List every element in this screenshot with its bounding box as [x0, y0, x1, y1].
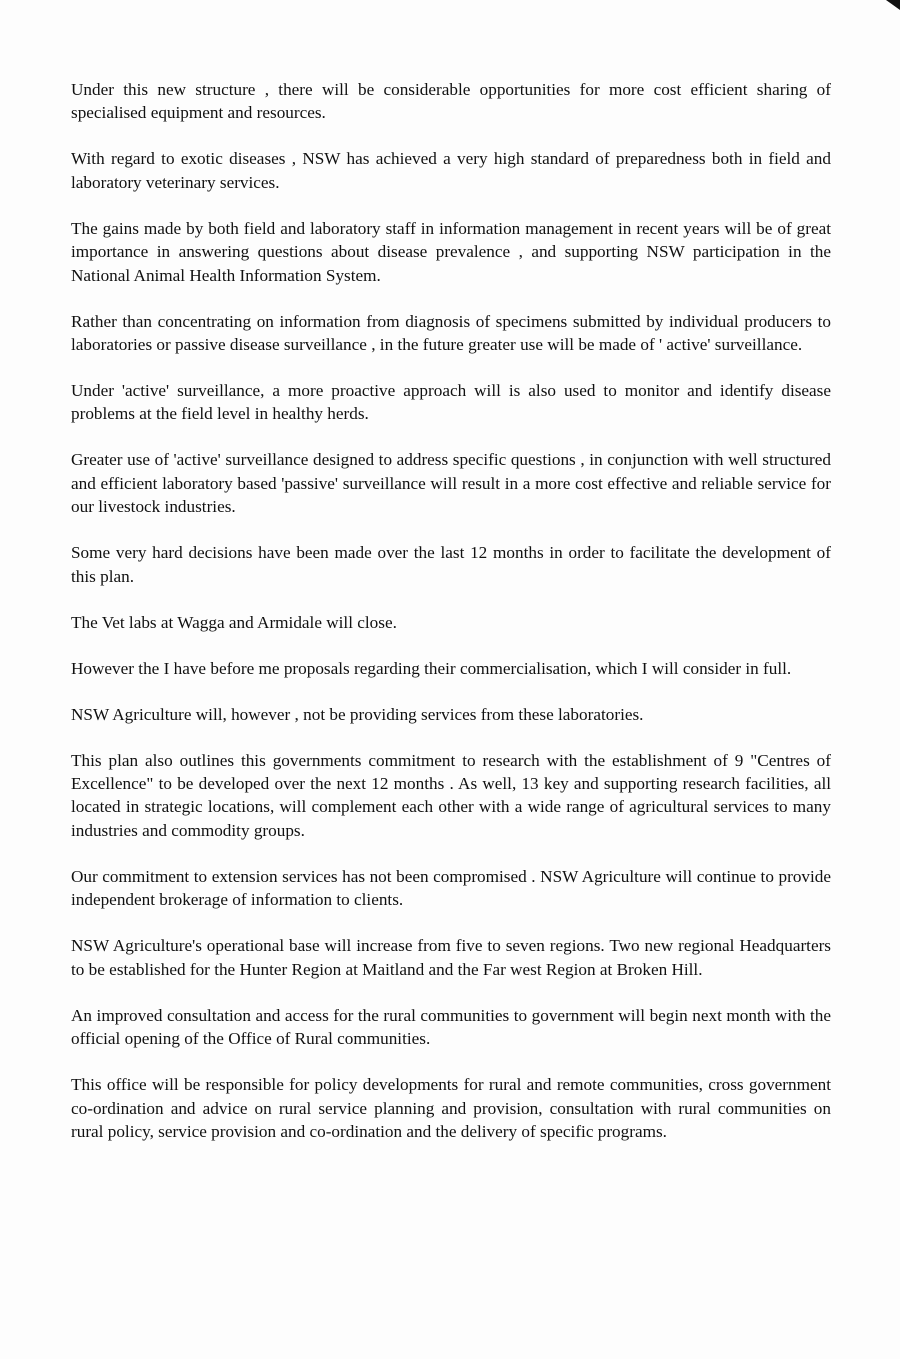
paragraph-office-responsibilities: This office will be responsible for policy developments for rural and remote communities, cross government co-ordination and advice on rural service planning and provision, consultation with rural communities on rural policy, service provision and co-ordination and the delivery of specific programs. — [71, 1075, 831, 1141]
paragraph-rural-consultation: An improved consultation and access for the rural communities to government will begin next month with the official opening of the Office of Rural communities. — [71, 1005, 831, 1049]
paragraph-active-surveillance-approach: Under 'active' surveillance, a more proactive approach will is also used to monitor and identify disease problems at the field level in healthy herds. — [71, 381, 831, 424]
paragraph-centres-of-excellence: This plan also outlines this governments commitment to research with the establishment of 9 "Centres of Excellence" to be developed over the next 12 months . As well, 13 key and supporting research facilities, all located in strategic locations, will complement each other with a wide range of agricultural services to many industries and commodity groups. — [71, 750, 831, 840]
paragraph-surveillance-benefits: Greater use of 'active' surveillance designed to address specific questions , in conjunction with well structured and efficient laboratory based 'passive' surveillance will result in a more cost effective and reliable service for our livestock industries. — [71, 450, 831, 517]
paragraph-hard-decisions: Some very hard decisions have been made over the last 12 months in order to facilitate the development of this plan. — [71, 543, 831, 586]
document-body — [71, 78, 831, 1166]
paragraph-commercialisation: However the I have before me proposals regarding their commercialisation, which I will consider in full. — [71, 658, 792, 678]
scan-corner-mark — [886, 0, 900, 10]
paragraph-no-services: NSW Agriculture will, however , not be providing services from these laboratories. — [71, 704, 644, 724]
paragraph-shared-equipment: Under this new structure , there will be considerable opportunities for more cost efficient sharing of specialised equipment and resources. — [71, 80, 831, 123]
paragraph-regional-expansion: NSW Agriculture's operational base will increase from five to seven regions. Two new regional Headquarters to be established for the Hunter Region at Maitland and the Far west Region at Broken Hill. — [71, 936, 831, 979]
paragraph-active-surveillance-intro: Rather than concentrating on information from diagnosis of specimens submitted by individual producers to laboratories or passive disease surveillance , in the future greater use will be made of ' active' surveillance. — [71, 311, 831, 355]
paragraph-exotic-diseases: With regard to exotic diseases , NSW has achieved a very high standard of preparedness both in field and laboratory veterinary services. — [71, 149, 831, 192]
paragraph-lab-closures: The Vet labs at Wagga and Armidale will close. — [71, 612, 397, 632]
paragraph-information-management: The gains made by both field and laboratory staff in information management in recent years will be of great importance in answering questions about disease prevalence , and supporting NSW participation in the National Animal Health Information System. — [71, 218, 831, 285]
paragraph-extension-services: Our commitment to extension services has not been compromised . NSW Agriculture will continue to provide independent brokerage of information to clients. — [71, 866, 831, 910]
